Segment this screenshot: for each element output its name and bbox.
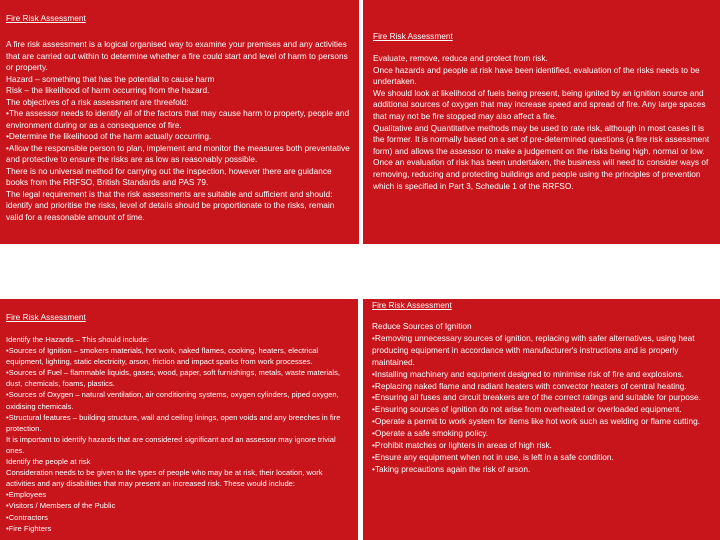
paragraph: Once hazards and people at risk have been identified, evaluation of the risks needs to be undertaken. bbox=[373, 64, 700, 87]
paragraph: Identify the people at risk bbox=[6, 457, 91, 467]
bullet-item: •Operate a permit to work system for items like hot work such as welding or flame cutting. bbox=[372, 416, 700, 427]
paragraph: Risk – the likelihood of harm occurring from the hazard. bbox=[6, 85, 210, 95]
bullet-item: •Determine the likelihood of the harm actually occurring. bbox=[6, 131, 212, 141]
bullet-item: •Prohibit matches or lighters in areas of high risk. bbox=[372, 440, 552, 451]
paragraph: There is no universal method for carrying out the inspection, however there are guidance books from the RRFSO, British Standards and PAS 79. bbox=[6, 165, 332, 187]
bullet-item: •Replacing naked flame and radiant heaters with convector heaters of central heating. bbox=[372, 380, 687, 391]
bullet-item: •Taking precautions again the risk of arson. bbox=[372, 463, 531, 474]
paragraph: Evaluate, remove, reduce and protect from risk. bbox=[373, 53, 548, 63]
bullet-item: •Visitors / Members of the Public bbox=[6, 501, 116, 511]
panel-body bbox=[373, 53, 714, 192]
bullet-item: •The assessor needs to identify all of the factors that may cause harm to property, people and environment during or as a consequence of fire. bbox=[6, 108, 350, 130]
paragraph: The legal requirement is that the risk assessments are suitable and sufficient and should: identify and prioritise the risks, level of details should be proportionate to the risks, remain valid for a reasonable amount of time. bbox=[6, 188, 335, 222]
paragraph: The objectives of a risk assessment are threefold: bbox=[6, 96, 189, 107]
slide-panel-1 bbox=[0, 0, 359, 244]
paragraph: A fire risk assessment is a logical organised way to examine your premises and any activities that are carried out within to determine whether a fire could start and level of harm to persons or property. bbox=[6, 39, 348, 72]
paragraph: Hazard – something that has the potential to cause harm bbox=[6, 73, 215, 84]
bullet-item: •Installing machinery and equipment designed to minimise risk of fire and explosions. bbox=[372, 368, 684, 379]
panel-title: Fire Risk Assessment bbox=[6, 13, 86, 23]
bullet-item: •Structural features – building structure, wall and ceiling linings, open voids and any breeches in fire protection. bbox=[6, 412, 341, 433]
panel-body bbox=[6, 334, 352, 534]
bullet-item: •Sources of Ignition – smokers materials, hot work, naked flames, cooking, heaters, electrical equipment, lighting, static electricity, arson, friction and impact sparks from work processes. bbox=[6, 346, 319, 367]
panel-body bbox=[6, 39, 353, 223]
bullet-item: •Removing unnecessary sources of ignition, replacing with safer alternatives, using heat producing equipment in accordance with manufacturer's instructions and is properly maintained. bbox=[372, 332, 695, 367]
panel-body bbox=[372, 321, 714, 476]
bullet-item: •Ensuring sources of ignition do not arise from overheated or overloaded equipment. bbox=[372, 404, 682, 415]
paragraph: Consideration needs to be given to the types of people who may be at risk, their location, work activities and any disabilities that may present an increased risk. These would include: bbox=[6, 468, 323, 489]
bullet-item: •Employees bbox=[6, 490, 47, 500]
bullet-item: •Fire Fighters bbox=[6, 523, 52, 533]
bullet-item: •Ensuring all fuses and circuit breakers are of the correct ratings and suitable for purpose. bbox=[372, 392, 701, 403]
paragraph: Identify the Hazards – This should include: bbox=[6, 335, 149, 344]
panel-title: Fire Risk Assessment bbox=[373, 31, 453, 41]
bullet-item: •Sources of Fuel – flammable liquids, gases, wood, paper, soft furnishings, metals, waste materials, dust, chemicals, foams, plastics. bbox=[6, 368, 340, 389]
paragraph: It is important to identify hazards that are considered significant and an assessor may ignore trivial ones. bbox=[6, 434, 336, 455]
panel-title: Fire Risk Assessment bbox=[6, 312, 86, 322]
bullet-item: •Ensure any equipment when not in use, is left in a safe condition. bbox=[372, 451, 614, 462]
bullet-item: •Sources of Oxygen – natural ventilation, air conditioning systems, oxygen cylinders, piped oxygen, oxidising chemicals. bbox=[6, 390, 339, 411]
bullet-item: •Operate a safe smoking policy. bbox=[372, 428, 489, 439]
slide-panel-2 bbox=[363, 0, 720, 244]
panel-title: Fire Risk Assessment bbox=[372, 300, 452, 310]
paragraph: Reduce Sources of Ignition bbox=[372, 321, 472, 331]
paragraph: Qualitative and Quantitative methods may be used to rate risk, although in most cases it is the former. It is normally based on a set of pre-determined questions (a fire risk assessment form) and allows the assessor to make a judgement on the risks being high, normal or low. bbox=[373, 122, 710, 156]
bullet-item: •Contractors bbox=[6, 512, 48, 522]
paragraph: We should look at likelihood of fuels being present, being ignited by an ignition source and additional sources of oxygen that may increase speed and spread of fire. Any large spaces that may not be fire stopped may also affect a fire. bbox=[373, 87, 706, 121]
slide-panel-4 bbox=[363, 299, 720, 540]
paragraph: Once an evaluation of risk has been undertaken, the business will need to consider ways of removing, reducing and protecting buildings and people using the principles of prevention which is specified in Part 3, Schedule 1 of the RRFSO. bbox=[373, 157, 709, 191]
slide-panel-3 bbox=[0, 299, 358, 540]
bullet-item: •Allow the responsible person to plan, implement and monitor the measures both preventative and protective to ensure the risks are as low as reasonably possible. bbox=[6, 142, 350, 164]
